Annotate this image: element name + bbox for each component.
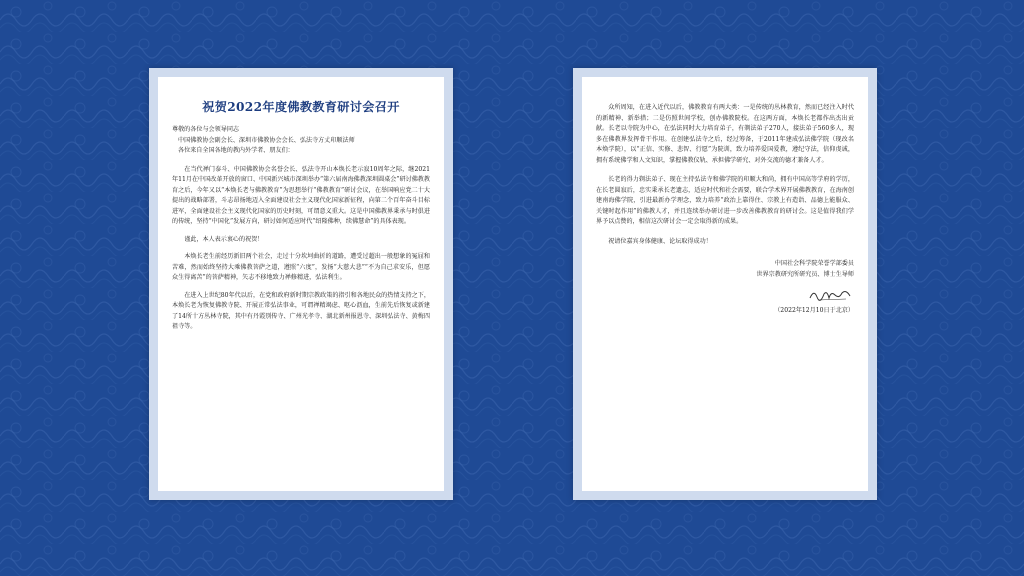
signature-block bbox=[596, 259, 854, 317]
letter-page-left bbox=[149, 68, 453, 500]
salutation-line: 尊敬的各位与会领导同志 bbox=[172, 126, 240, 133]
body-paragraph: 在进入上世纪80年代以后，在党和政府新时期宗教政策的指引和各地民众的热情支持之下，本焕长老为恢复佛教寺院、开展正常弘法事业，可谓禅精竭虑、呕心沥血，生前先后恢复或新建了14所十方丛林寺院，其中有丹霞别传寺、广州光孝寺、湖北新州报恩寺、深圳弘法寺、黄梅四祖寺等。 bbox=[172, 291, 430, 330]
salutation bbox=[172, 125, 430, 157]
paper-left bbox=[158, 77, 444, 491]
body-paragraph: 在当代禅门泰斗、中国佛教协会名誉会长、弘法寺开山本焕长老示寂10周年之际，继2021年11月在中国改革开放的窗口、中国新兴城市深圳举办“第六届南海佛教深圳圆桌会”研讨佛教教育之后，今年又以“本焕长老与佛教教育”为思想举行“佛教教育”研讨会议，在举国响应党二十大提出的战略部署，斗志昂扬地迈入全面建设社会主义现代化国家新征程，向第二个百年奋斗目标进军，全面建设社会主义现代化国家的历史时刻，可谓意义重大。这是中国佛教界秉承与时俱进的传统，坚持“中国化”发展方向，研讨如何适应时代“绍隆佛种，续佛慧命”的具体表现。 bbox=[172, 165, 430, 225]
letter-page-right bbox=[573, 68, 877, 500]
letter-title: 祝贺2022年度佛教教育研讨会召开 bbox=[202, 100, 400, 114]
letter-date: （2022年12月10日于北京） bbox=[774, 307, 854, 314]
body-paragraph: 本焕长老生前经历新旧两个社会，走过十分坎坷曲折的道路，遭受过超出一般想象的冤屈和苦难，然而始终坚持大乘佛教菩萨之道，遵照“六度”，发扬“大慈大悲”“不为自己求安乐，但愿众生得离苦”的菩萨精神，矢志不移地致力禅修精进，弘法利生。 bbox=[172, 253, 430, 281]
signer-title: 世界宗教研究所研究员、博士生导师 bbox=[756, 270, 854, 278]
salutation-line: 中国佛教协会副会长、深圳市佛教协会会长、弘法寺方丈印顺法师 bbox=[178, 136, 355, 144]
signer-title: 中国社会科学院荣誉学部委员 bbox=[774, 260, 854, 267]
salutation-line: 各位来自全国各地的教内外学者、朋友们： bbox=[178, 147, 294, 154]
paper-right bbox=[582, 77, 868, 491]
closing-wish: 祝请位嘉宾身体健康、论坛取得成功！ bbox=[608, 237, 712, 245]
body-paragraph: 谨此，本人表示衷心的祝贺！ bbox=[184, 235, 264, 243]
handwritten-signature bbox=[806, 286, 854, 304]
body-paragraph: 众所周知，在进入近代以后，佛教教育有两大类：一是传统的丛林教育，然而已经注入时代的新精神、新举措；二是仿照世间学校，创办佛教院校。在这两方面，本焕长老都作出杰出贡献。长老以寺院为中心，在弘法同时大力培育弟子，有剃法弟子270人，接法弟子560多人，现多在佛教界发挥骨干作用。在创建弘法寺之后，经过筹备，于2011年建成弘法佛学院（现改名本焕学院），以“正信、实修、悲智、行愿”为院训，致力培养爱国爱教，遵纪守法，信仰虔诚，拥有系统佛学和人文知识，掌握佛教仪轨、承担佛学研究、对外交流的德才兼备人才。 bbox=[596, 104, 854, 164]
body-paragraph: 长老的得力剃法弟子、现在主持弘法寺和佛学院的印顺大和尚，拥有中国高等学府的学历，在长老圆寂后，忠实秉承长老遗志，适应时代和社会需要，联合学术界开展佛教教育，在海南创建南海佛学院，引进最新办学理念，致力培养“政治上靠得住、宗教上有造诣、品德上能服众、关键时起作用”的佛教人才，并且连续举办研讨进一步改善佛教教育的研讨会。这是值得我们学界予以点赞的，相信这次研讨会一定会取得新的成果。 bbox=[596, 176, 854, 225]
